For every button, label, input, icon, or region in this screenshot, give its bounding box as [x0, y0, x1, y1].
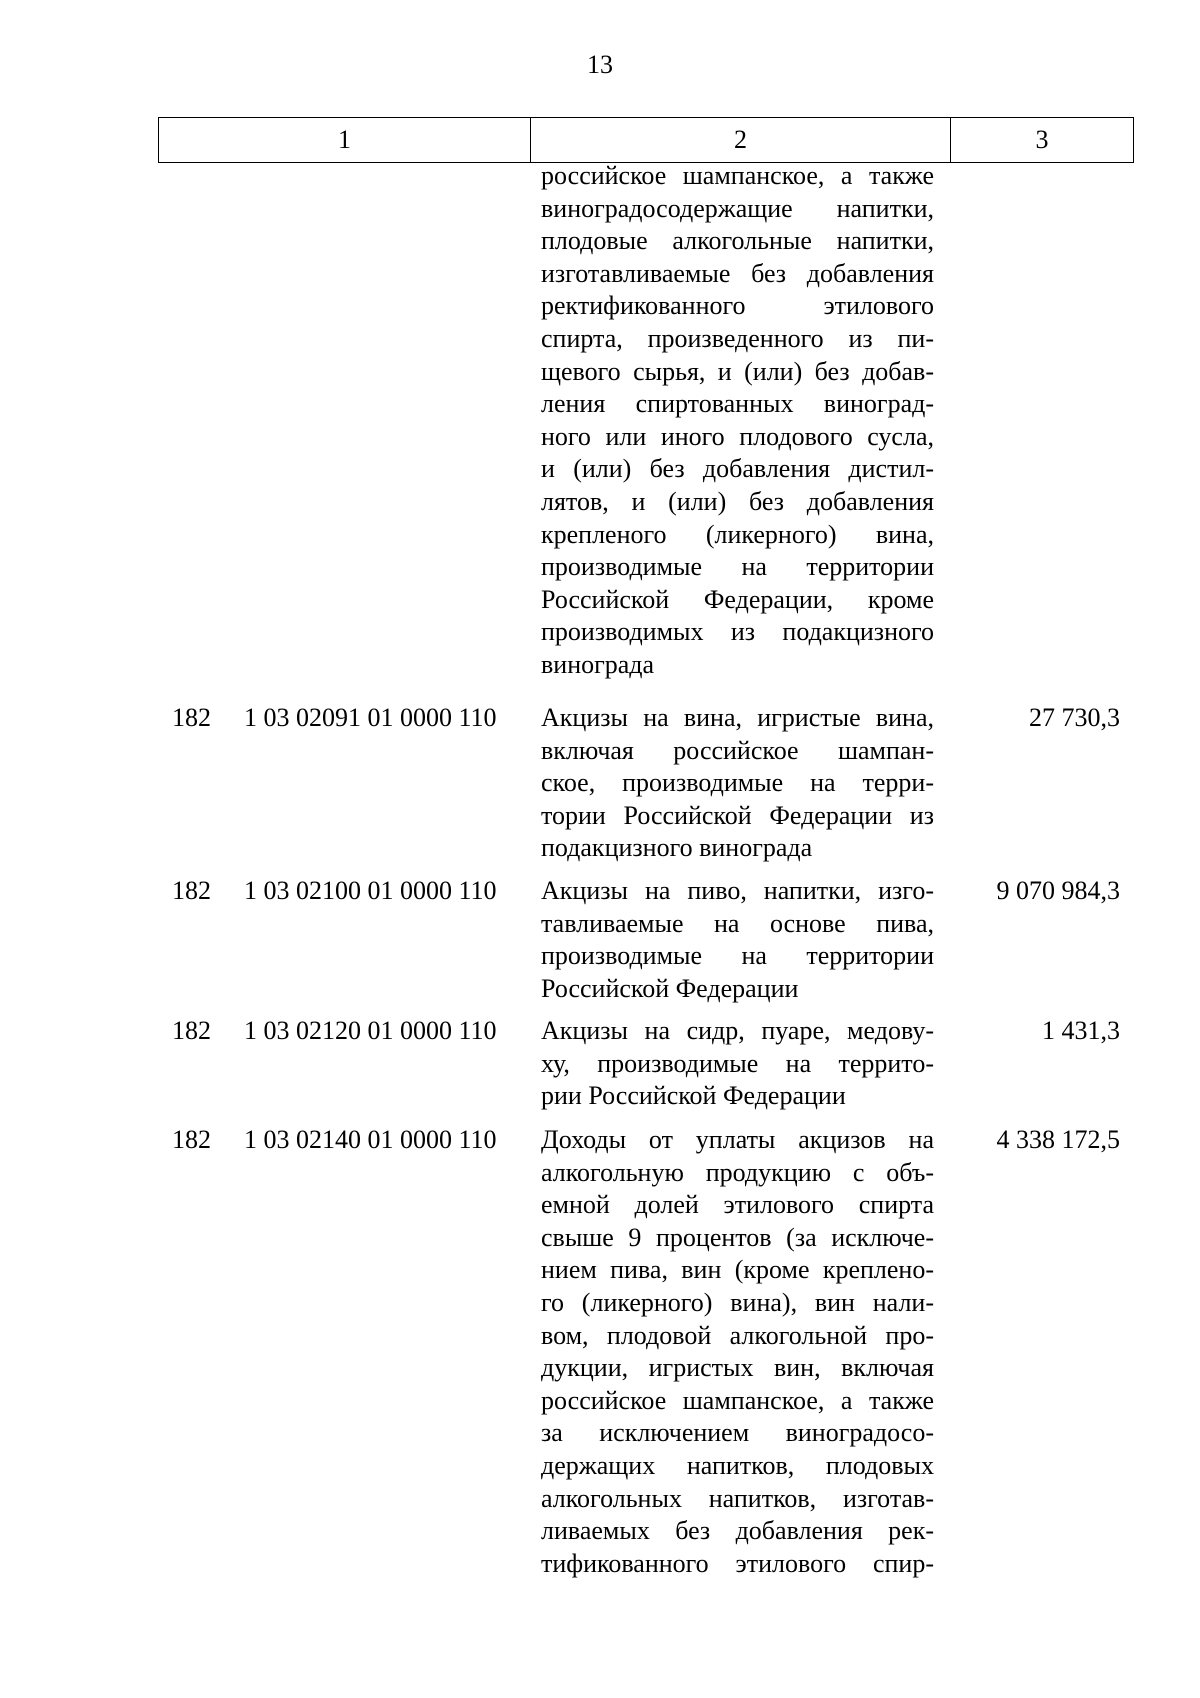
description-line: тавливаемые на основе пива, — [541, 908, 934, 938]
row-description — [541, 1015, 934, 1113]
description-line: и (или) без добавления дистил- — [541, 454, 934, 484]
description-line: ское, производимые на терри- — [541, 768, 934, 798]
description-line: алкогольную продукцию с объ- — [541, 1157, 934, 1187]
description-line: производимые на территории — [541, 552, 934, 582]
budget-classification-code: 1 03 02140 01 0000 110 — [244, 1125, 497, 1154]
description-line: свыше 9 процентов (за исключе- — [541, 1222, 934, 1252]
amount-value: 27 730,3 — [1029, 703, 1120, 732]
description-line: вом, плодовой алкогольной про- — [541, 1320, 934, 1350]
description-line: ректификованного этилового — [541, 291, 934, 321]
description-line: винограда — [541, 649, 655, 679]
budget-classification-code: 1 03 02091 01 0000 110 — [244, 703, 497, 732]
continuation-description — [541, 160, 934, 682]
description-line: плодовые алкогольные напитки, — [541, 226, 934, 256]
description-line: щевого сырья, и (или) без добав- — [541, 356, 934, 386]
description-line: Акцизы на сидр, пуаре, медову- — [541, 1016, 934, 1045]
description-line: производимые на территории — [541, 941, 934, 971]
budget-classification-code: 1 03 02120 01 0000 110 — [244, 1016, 497, 1045]
row-description — [541, 702, 934, 865]
description-line: ху, производимые на террито- — [541, 1048, 934, 1078]
admin-code: 182 — [172, 876, 211, 905]
amount-value: 1 431,3 — [1042, 1016, 1120, 1045]
description-line: рии Российской Федерации — [541, 1081, 846, 1111]
description-line: виноградосодержащие напитки, — [541, 193, 934, 223]
description-line: тории Российской Федерации из — [541, 800, 934, 830]
description-line: дукции, игристых вин, включая — [541, 1353, 934, 1383]
description-line: Российской Федерации, кроме — [541, 584, 934, 614]
amount-value: 9 070 984,3 — [996, 876, 1120, 905]
description-line: Акцизы на пиво, напитки, изго- — [541, 876, 934, 905]
description-line: ного или иного плодового сусла, — [541, 421, 934, 451]
description-line: алкогольных напитков, изготав- — [541, 1483, 934, 1513]
description-line: ливаемых без добавления рек- — [541, 1516, 934, 1546]
description-line: лятов, и (или) без добавления — [541, 486, 934, 516]
description-line: ления спиртованных виноград- — [541, 389, 934, 419]
description-line: включая российское шампан- — [541, 735, 934, 765]
description-line: крепленого (ликерного) вина, — [541, 519, 934, 549]
admin-code: 182 — [172, 1016, 211, 1045]
amount-value: 4 338 172,5 — [996, 1125, 1120, 1154]
budget-classification-code: 1 03 02100 01 0000 110 — [244, 876, 497, 905]
header-col-1: 1 — [159, 118, 531, 162]
description-line: го (ликерного) вина), вин нали- — [541, 1287, 934, 1317]
header-col-2: 2 — [531, 118, 951, 162]
header-col-3: 3 — [1035, 125, 1049, 154]
description-line: за исключением виноградосо- — [541, 1418, 934, 1448]
admin-code: 182 — [172, 1125, 211, 1154]
description-line: Акцизы на вина, игристые вина, — [541, 703, 934, 732]
description-line: подакцизного винограда — [541, 833, 813, 863]
description-line: российское шампанское, а также — [541, 161, 934, 190]
description-line: нием пива, вин (кроме креплено- — [541, 1255, 934, 1285]
description-line: российское шампанское, а также — [541, 1385, 934, 1415]
description-line: тификованного этилового спир- — [541, 1548, 934, 1578]
description-line: Доходы от уплаты акцизов на — [541, 1125, 934, 1154]
table-header — [158, 117, 1134, 163]
description-line: держащих напитков, плодовых — [541, 1450, 934, 1480]
row-description — [541, 1124, 934, 1580]
description-line: емной долей этилового спирта — [541, 1190, 934, 1220]
description-line: изготавливаемые без добавления — [541, 258, 934, 288]
row-description — [541, 875, 934, 1005]
admin-code: 182 — [172, 703, 211, 732]
description-line: производимых из подакцизного — [541, 617, 934, 647]
description-line: спирта, произведенного из пи- — [541, 323, 934, 353]
description-line: Российской Федерации — [541, 973, 799, 1003]
page-number: 13 — [587, 50, 613, 79]
